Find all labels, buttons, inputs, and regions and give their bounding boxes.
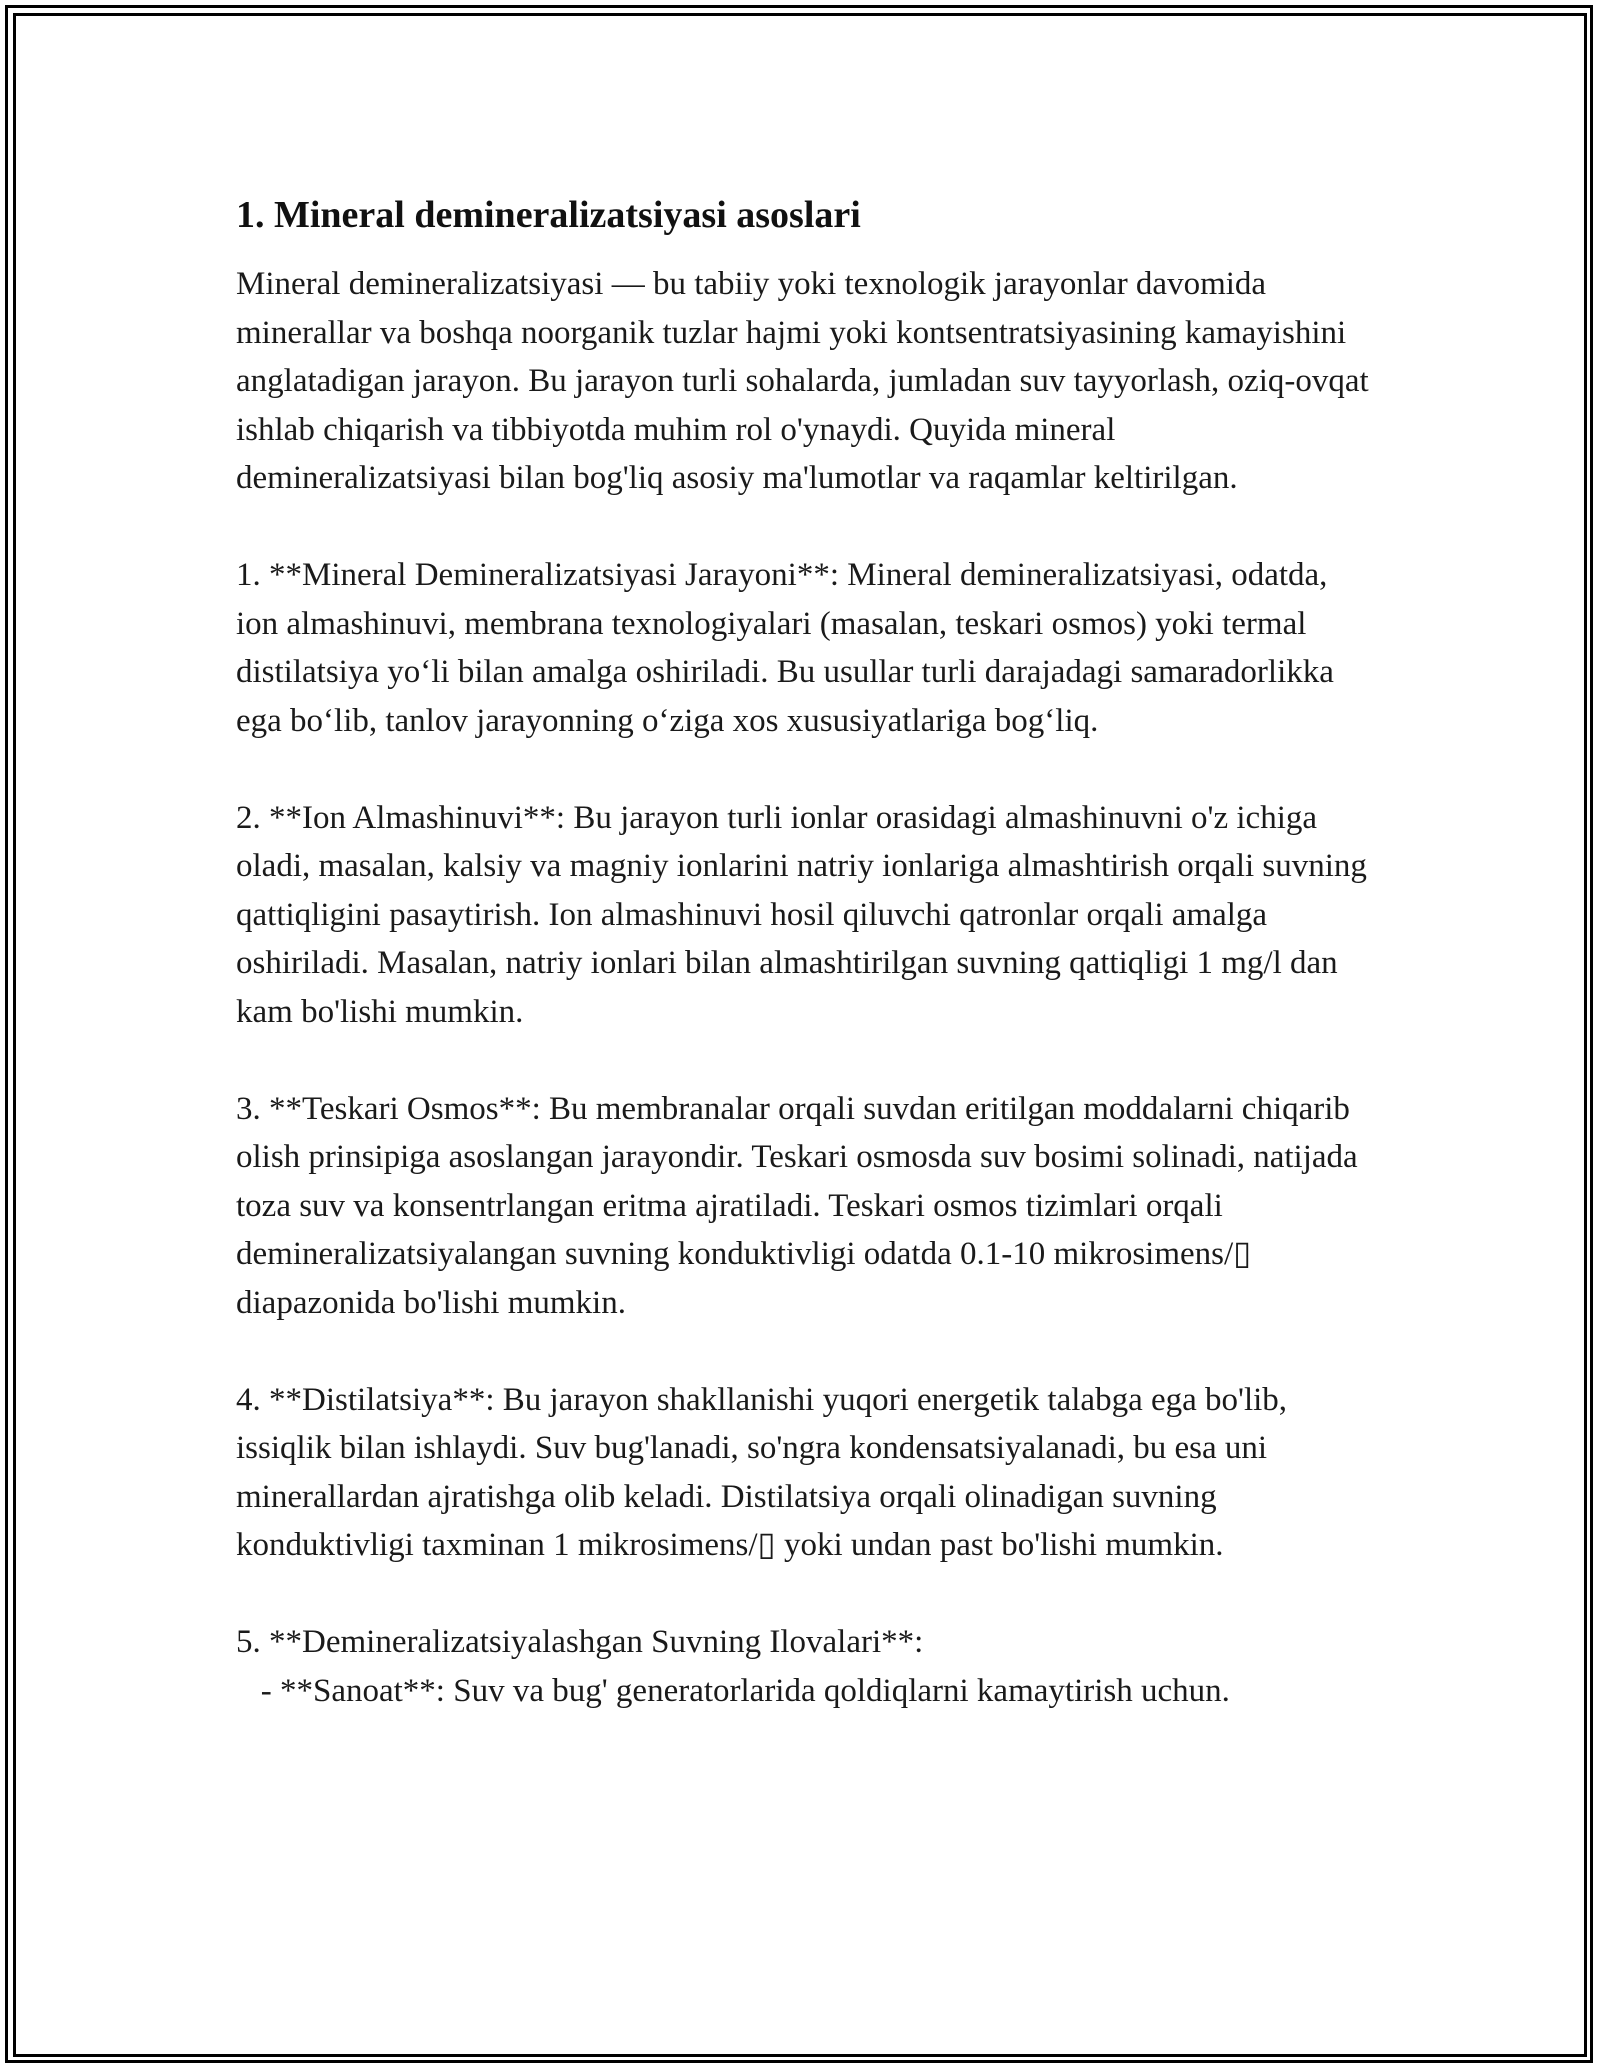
paragraph-distillation: 4. **Distilatsiya**: Bu jarayon shakllanishi yuqori energetik talabga ega bo'lib, issiqlik bilan ishlaydi. Suv bug'lanadi, so'ngra kondensatsiyalanadi, bu esa uni minerallardan ajratishga olib keladi. Distilatsiya orqali olinadigan suvning konduktivligi taxminan 1 mikrosimens/▯ yoki undan past bo'lishi mumkin. — [236, 1381, 1296, 1563]
paragraph-demineralization-process: 1. **Mineral Demineralizatsiyasi Jarayoni**: Mineral demineralizatsiyasi, odatda, ion almashinuvi, membrana texnologiyalari (masalan, teskari osmos) yoki termal distilatsiya yo‘li bilan amalga oshiriladi. Bu usullar turli darajadagi samaradorlikka ega bo‘lib, tanlov jarayonning o‘ziga xos xususiyatlariga bog‘liq. — [236, 557, 1343, 739]
document-body — [236, 190, 1376, 1715]
paragraph-reverse-osmosis: 3. **Teskari Osmos**: Bu membranalar orqali suvdan eritilgan moddalarni chiqarib olish prinsipiga asoslangan jarayondir. Teskari osmosda suv bosimi solinadi, natijada toza suv va konsentrlangan eritma ajratiladi. Teskari osmos tizimlari orqali demineralizatsiyalangan suvning konduktivligi odatda 0.1-10 mikrosimens/▯ diapazonida bo'lishi mumkin. — [236, 1090, 1366, 1321]
paragraph-ion-exchange: 2. **Ion Almashinuvi**: Bu jarayon turli ionlar orasidagi almashinuvni o'z ichiga oladi, masalan, kalsiy va magniy ionlarini natriy ionlariga almashtirish orqali suvning qattiqligini pasaytirish. Ion almashinuvi hosil qiluvchi qatronlar orqali amalga oshiriladi. Masalan, natriy ionlari bilan almashtirilgan suvning qattiqligi 1 mg/l dan kam bo'lishi mumkin. — [236, 799, 1376, 1030]
paragraph-applications: 5. **Demineralizatsiyalashgan Suvning Ilovalari**: - **Sanoat**: Suv va bug' generatorlarida qoldiqlarni kamaytirish uchun. — [236, 1624, 1230, 1709]
intro-paragraph: Mineral demineralizatsiyasi — bu tabiiy yoki texnologik jarayonlar davomida minerallar va boshqa noorganik tuzlar hajmi yoki kontsentratsiyasining kamayishini anglatadigan jarayon. Bu jarayon turli sohalarda, jumladan suv tayyorlash, oziq-ovqat ishlab chiqarish va tibbiyotda muhim rol o'ynaydi. Quyida mineral demineralizatsiyasi bilan bog'liq asosiy ma'lumotlar va raqamlar keltirilgan. — [236, 266, 1377, 496]
document-title: 1. Mineral demineralizatsiyasi asoslari — [236, 194, 861, 236]
